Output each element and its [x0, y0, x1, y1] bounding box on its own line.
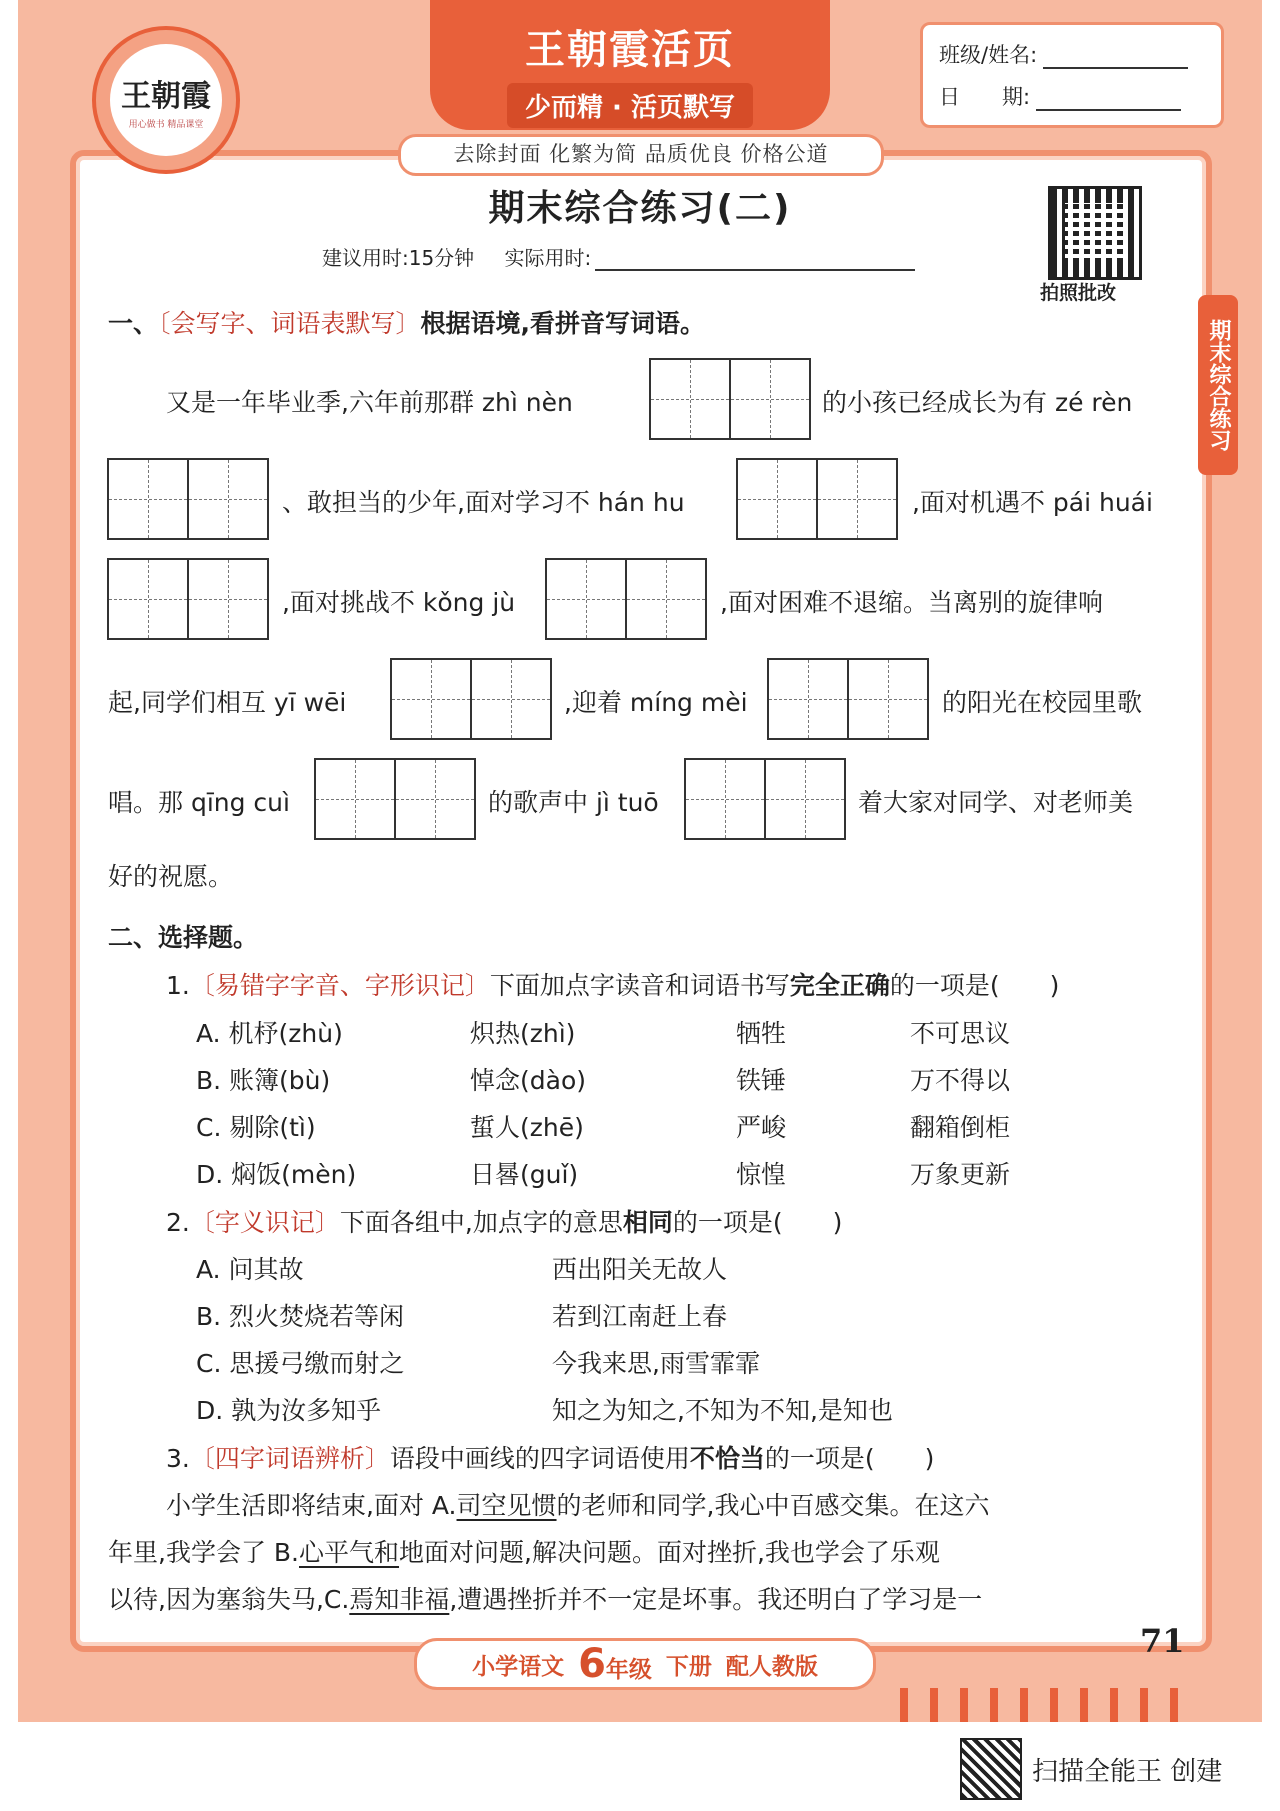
- page-title: 期末综合练习(二): [488, 188, 792, 229]
- footer-term: 下册: [665, 1653, 712, 1680]
- s1-line5-c: 着大家对同学、对老师美: [858, 788, 1134, 817]
- q3-paragraph-line3: [108, 1580, 982, 1616]
- q2-option-d-1[interactable]: D. 孰为汝多知乎: [196, 1396, 382, 1425]
- section1-tag: 〔会写字、词语表默写〕: [158, 309, 421, 338]
- q3-stem-b: 的一项是( ): [764, 1444, 935, 1473]
- q1-tag: 〔易错字字音、字形识记〕: [189, 971, 490, 1000]
- q3-paragraph-line2: [108, 1533, 940, 1569]
- q2-option-b-1[interactable]: B. 烈火焚烧若等闲: [196, 1302, 405, 1331]
- q2-stem-b: 的一项是( ): [672, 1208, 843, 1237]
- section1-instruction: 根据语境,看拼音写词语。: [420, 309, 706, 338]
- q2-option-c-2: 今我来思,雨雪霏霏: [552, 1349, 760, 1378]
- answer-boxes-3[interactable]: [736, 458, 898, 540]
- q2-option-c-1[interactable]: C. 思援弓缴而射之: [196, 1349, 405, 1378]
- logo-text: 王朝霞: [121, 78, 211, 114]
- logo-subtext: 用心做书 精品课堂: [128, 119, 204, 130]
- s1-line1-a: 又是一年毕业季,六年前那群 zhì nèn: [166, 388, 573, 417]
- q2-number: 2.: [166, 1208, 190, 1237]
- brand-title: 王朝霞活页: [525, 26, 735, 73]
- s1-line4-a: 起,同学们相互 yī wēi: [108, 688, 347, 717]
- q1-option-b-4: 万不得以: [910, 1066, 1011, 1095]
- s1-line6-a: 好的祝愿。: [108, 862, 234, 891]
- q1-stem-a: 下面加点字读音和词语书写: [489, 971, 790, 1000]
- section2-heading: 二、选择题。: [108, 923, 259, 952]
- q1-option-d-3: 惊惶: [736, 1160, 787, 1189]
- decorative-stripes: [900, 1688, 1200, 1722]
- q1-option-c-3: 严峻: [736, 1113, 787, 1142]
- q2-stem-bold: 相同: [622, 1208, 673, 1237]
- actual-time-blank[interactable]: [595, 251, 915, 271]
- q1-option-d-4: 万象更新: [910, 1160, 1011, 1189]
- q3-stem-a: 语段中画线的四字词语使用: [389, 1444, 690, 1473]
- s1-line5-b: 的歌声中 jì tuō: [488, 788, 659, 817]
- footer-label: [414, 1638, 876, 1690]
- scanner-label: 扫描全能王 创建: [1032, 1756, 1223, 1787]
- q1-option-c-1[interactable]: C. 剔除(tì): [196, 1113, 316, 1142]
- class-name-blank[interactable]: [1043, 47, 1188, 69]
- q2-tag: 〔字义识记〕: [189, 1208, 340, 1237]
- date-row: [939, 81, 1181, 111]
- q1-option-b-2: 悼念(dào): [470, 1066, 586, 1095]
- q3-paragraph-line1: [166, 1486, 989, 1522]
- scanner-qr-icon: [960, 1738, 1022, 1800]
- brand-logo: [92, 26, 240, 174]
- date-label: 日 期:: [939, 85, 1031, 109]
- s1-line2-a: 、敢担当的少年,面对学习不 hán hu: [282, 488, 685, 517]
- answer-boxes-8[interactable]: [314, 758, 476, 840]
- q1-option-d-1[interactable]: D. 焖饭(mèn): [196, 1160, 357, 1189]
- q2-stem: [166, 1203, 842, 1239]
- q1-stem: [166, 966, 1059, 1002]
- answer-boxes-9[interactable]: [684, 758, 846, 840]
- section1-heading: [108, 304, 705, 340]
- brand-banner: [430, 0, 830, 130]
- q1-option-a-4: 不可思议: [910, 1019, 1011, 1048]
- section1-number: 一、: [108, 309, 159, 338]
- q1-option-c-2: 蜇人(zhē): [470, 1113, 584, 1142]
- q3-stem: [166, 1439, 934, 1475]
- answer-boxes-6[interactable]: [390, 658, 552, 740]
- q3-p2-underlined: 心平气和: [299, 1538, 400, 1567]
- q3-p1-underlined: 司空见惯: [456, 1491, 557, 1520]
- q3-p2-a: 年里,我学会了 B.: [108, 1538, 299, 1567]
- q1-option-b-3: 铁锤: [736, 1066, 787, 1095]
- q2-option-a-2: 西出阳关无故人: [552, 1255, 728, 1284]
- class-name-label: 班级/姓名:: [939, 43, 1038, 67]
- s1-line4-b: ,迎着 míng mèi: [564, 688, 748, 717]
- q3-p1-a: 小学生活即将结束,面对 A.: [166, 1491, 457, 1520]
- class-name-row: [939, 39, 1188, 69]
- actual-time-label: 实际用时:: [504, 246, 592, 270]
- s1-line1-b: 的小孩已经成长为有 zé rèn: [822, 388, 1133, 417]
- q2-option-a-1[interactable]: A. 问其故: [196, 1255, 304, 1284]
- qr-label: 拍照批改: [1040, 282, 1117, 304]
- q3-p3-a: 以待,因为塞翁失马,C.: [108, 1585, 350, 1614]
- footer-grade: 年级: [605, 1657, 652, 1683]
- q3-number: 3.: [166, 1444, 190, 1473]
- q1-option-c-4: 翻箱倒柜: [910, 1113, 1011, 1142]
- s1-line2-b: ,面对机遇不 pái huái: [912, 488, 1153, 517]
- q1-stem-b: 的一项是( ): [889, 971, 1060, 1000]
- side-tab: 期末综合练习: [1198, 295, 1238, 475]
- q1-option-d-2: 日晷(guǐ): [470, 1160, 579, 1189]
- answer-boxes-4[interactable]: [107, 558, 269, 640]
- footer-grade-number: 6: [578, 1641, 606, 1687]
- answer-boxes-2[interactable]: [107, 458, 269, 540]
- q1-option-b-1[interactable]: B. 账簿(bù): [196, 1066, 331, 1095]
- s1-line4-c: 的阳光在校园里歌: [942, 688, 1143, 717]
- s1-line3-b: ,面对困难不退缩。当离别的旋律响: [720, 588, 1103, 617]
- brand-subtitle: 少而精 · 活页默写: [507, 83, 753, 128]
- brand-slogan: 去除封面 化繁为简 品质优良 价格公道: [398, 134, 884, 176]
- q1-option-a-3: 牺牲: [736, 1019, 787, 1048]
- q3-p3-b: ,遭遇挫折并不一定是坏事。我还明白了学习是一: [449, 1585, 983, 1614]
- answer-boxes-5[interactable]: [545, 558, 707, 640]
- page-number: 71: [1140, 1622, 1185, 1660]
- s1-line5-a: 唱。那 qīng cuì: [108, 788, 290, 817]
- answer-boxes-7[interactable]: [767, 658, 929, 740]
- date-blank[interactable]: [1036, 89, 1181, 111]
- suggested-time: 建议用时:15分钟: [322, 246, 475, 270]
- q3-p3-underlined: 焉知非福: [349, 1585, 450, 1614]
- q3-tag: 〔四字词语辨析〕: [189, 1444, 390, 1473]
- time-row: [322, 242, 915, 271]
- s1-line3-a: ,面对挑战不 kǒng jù: [282, 588, 516, 617]
- scanner-watermark: [960, 1738, 1222, 1800]
- q1-number: 1.: [166, 971, 190, 1000]
- q2-stem-a: 下面各组中,加点字的意思: [339, 1208, 623, 1237]
- q3-p2-b: 地面对问题,解决问题。面对挫折,我也学会了乐观: [399, 1538, 940, 1567]
- q2-option-d-2: 知之为知之,不知为不知,是知也: [552, 1396, 893, 1425]
- q1-option-a-2: 炽热(zhì): [470, 1019, 576, 1048]
- q3-p1-b: 的老师和同学,我心中百感交集。在这六: [556, 1491, 990, 1520]
- q3-stem-bold: 不恰当: [689, 1444, 765, 1473]
- footer-subject: 小学语文: [472, 1653, 565, 1680]
- student-info-box: [920, 22, 1224, 128]
- answer-boxes-1[interactable]: [649, 358, 811, 440]
- footer-edition: 配人教版: [725, 1653, 818, 1680]
- q1-stem-bold: 完全正确: [789, 971, 890, 1000]
- q2-option-b-2: 若到江南赶上春: [552, 1302, 728, 1331]
- q1-option-a-1[interactable]: A. 机杼(zhù): [196, 1019, 343, 1048]
